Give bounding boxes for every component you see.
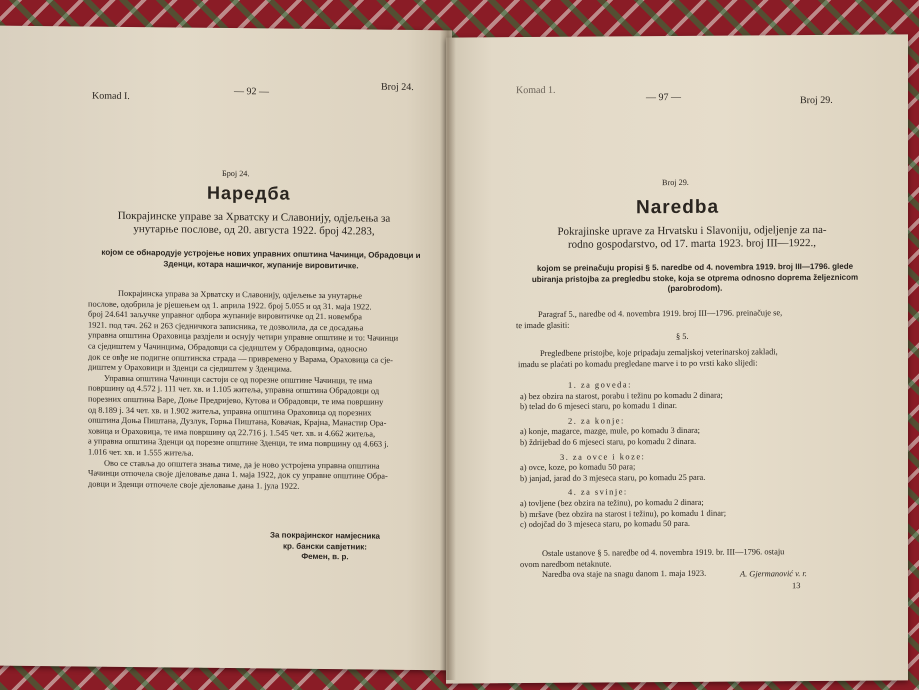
left-body-line: Покрајинска управа за Хрватску и Славонију, одјељење за унутарње <box>118 288 362 301</box>
left-signature-line: кр. бански савјетник: <box>282 541 367 551</box>
right-page-number: — 97 — <box>646 91 681 104</box>
left-summary-line: којом се обнародује устројење нових управних општина Чачинци, Обрадовци и <box>101 247 421 261</box>
left-document-title: Наредба <box>207 182 291 204</box>
fee-item: b) mršave (bez obzira na starost i težinu), po komadu 1 dinar; <box>520 508 727 519</box>
fee-item: c) odojčad do 3 mjeseca staru, po komadu 50 para. <box>520 519 691 530</box>
left-document-number: Број 24. <box>222 168 250 179</box>
left-body-line: 1.016 чет. хв. и 1.555 житеља. <box>88 447 194 458</box>
fee-item: a) bez obzira na starost, porabu i težinu po komadu 2 dinara; <box>520 390 723 401</box>
left-body-line: довци и Зденци отпочеле своје дјеловање дана 1. јула 1922. <box>88 479 300 491</box>
left-body-line: број 24.641 заључке управног одбора жупаније вировитичке од 21. новембра <box>88 309 362 322</box>
right-section-intro <box>518 347 778 370</box>
right-section-mark: § 5. <box>676 331 689 342</box>
left-body-line: од 8.189 j. 34 чет. хв. и 1.902 житеља, управна општина Ораховица од порезних <box>88 405 372 418</box>
left-body-line: са сједиштем у Чачинцима, Обрадовци са сједиштем у Обрадовцима, односно <box>88 341 368 354</box>
right-document-title: Naredba <box>636 196 720 219</box>
right-summary-line: kojom se preinačuju propisi § 5. naredbe od 4. novembra 1919. broj III—1796. glede <box>536 261 854 273</box>
right-subtitle-line: Pokrajinske uprave za Hrvatsku i Slavoniju, odjeljenje za na- <box>557 223 827 238</box>
left-body <box>88 289 424 494</box>
right-page <box>446 34 908 683</box>
right-summary-line: (parobrodom). <box>667 283 723 294</box>
fee-item: b) janjad, jarad do 3 mjeseca staru, po komadu 25 para. <box>520 472 706 483</box>
left-body-line: површину од 4.572 j. 111 чет. хв. и 1.105 житеља, управна општина Обрадовци од <box>88 383 380 396</box>
right-subtitle <box>500 224 884 253</box>
right-closing-line: Ostale ustanove § 5. naredbe od 4. novembra 1919. br. III—1796. ostaju <box>542 547 785 558</box>
fee-group-heading: 4. za svinje: <box>568 487 628 498</box>
right-intro <box>516 308 782 331</box>
left-body-line: Ово се ставља до општега знања тиме, да је ново устројена управна општина <box>104 458 380 471</box>
left-body-line: док се овђе не подигне општинска страда — привремено у Варама, Ораховица са сје- <box>88 352 393 365</box>
left-broj-label: Broj 24. <box>381 81 414 93</box>
right-broj-label: Broj 29. <box>800 94 833 107</box>
left-body-line: Чачинци отпочела своје дјеловање дана 1. маја 1922, док су управне општине Обра- <box>88 468 388 481</box>
left-subtitle <box>84 210 424 240</box>
left-body-line: а управна општина Зденци од порезне општине Зденци, те има површину од 4.663 j. <box>88 436 389 450</box>
left-body-line: управна општина Ораховица раздјели и оснују четири управне општине и то: Чачинци <box>88 330 399 344</box>
left-body-line: порезних општина Варе, Доње Предријево, Кутова и Обрадовци, те има површину <box>88 394 384 407</box>
fee-item: a) tovljene (bez obzira na težinu), po komadu 2 dinara; <box>520 497 704 509</box>
fee-item: b) ždrijebad do 6 mjeseci staru, po komadu 2 dinara. <box>520 436 697 448</box>
right-komad-label: Komad 1. <box>516 84 556 97</box>
fee-group-heading: 1. za goveda: <box>568 380 632 390</box>
left-signature-line: Фемен, в. р. <box>301 551 349 562</box>
fee-group-heading: 2. za konje: <box>568 416 625 426</box>
left-summary-line: Зденци, котара нашичког, жупаније вировитичке. <box>163 258 359 270</box>
left-body-line: ховица и Ораховица, те има површину од 22.716 j. 1.545 чет. хв. и 4.662 житеља, <box>88 426 376 439</box>
right-section-intro-line: Pregledbene pristojbe, koje pripadaju zemaljskoj veterinarskoj zakladi, <box>540 347 778 358</box>
fee-group-heading: 3. za ovce i koze: <box>560 451 646 462</box>
left-subtitle-line: Покрајинске управе за Хрватску и Славонију, одјељења за <box>117 209 391 225</box>
left-signature-block <box>270 530 380 563</box>
fee-item: b) telad do 6 mjeseci staru, po komadu 1 dinar. <box>520 401 677 412</box>
left-body-line: послове, одобрила је рјешењем од 1. априла 1922. број 5.055 и од 31. маја 1922. <box>88 299 372 312</box>
right-intro-line: Paragraf 5., naredbe od 4. novembra 1919. broj III—1796. preinačuje se, <box>538 308 783 319</box>
left-body-line: општина Доња Пиштана, Дузлук, Горња Пиштана, Ковачак, Крајна, Манастир Ора- <box>88 415 387 428</box>
right-closing-line: ovom naredbom netaknute. <box>520 559 612 569</box>
left-summary <box>96 248 426 272</box>
right-summary <box>510 262 880 296</box>
right-fee-list <box>520 376 726 531</box>
left-subtitle-line: унутарње послове, од 20. августа 1922. број 42.283, <box>133 223 375 238</box>
right-closing-line: Naredba ova staje na snagu danom 1. maja 1923. <box>542 568 707 580</box>
left-signature-line: За покрајинског намјесника <box>270 530 380 541</box>
left-body-line: Управна општина Чачинци састоји се од порезне општине Чачинци, те има <box>104 373 373 386</box>
right-document-number: Broj 29. <box>662 177 689 188</box>
right-section-intro-line: imadu se plaćati po komadu pregledane marve i to po vrsti kako slijedi: <box>518 358 758 369</box>
fee-item: a) ovce, koze, po komadu 50 para; <box>520 462 636 473</box>
right-intro-line: te imade glasiti: <box>516 320 570 330</box>
right-subtitle-line: rodno gospodarstvo, od 17. marta 1923. broj III—1922., <box>567 237 817 251</box>
fee-item: a) konje, magarce, mazge, mule, po komadu 3 dinara; <box>520 426 700 437</box>
book-fold-shadow <box>440 30 456 680</box>
left-page-number: — 92 — <box>234 86 269 98</box>
right-signature: A. Gjermanović v. r. <box>740 569 807 579</box>
right-summary-line: ubiranja pristojba za pregledbu stoke, koja se otprema odnosno doprema željeznicom <box>531 272 859 284</box>
right-page-mark: 13 <box>792 581 801 591</box>
left-komad-label: Komad I. <box>92 90 130 102</box>
left-page <box>0 26 452 671</box>
left-body-line: 1921. под тач. 262 и 263 сједничкога записника, те дозволила, да се досадања <box>88 320 364 333</box>
left-body-line: диштем у Ораховици и Зденци са сједиштем у Зденцима. <box>88 362 292 374</box>
